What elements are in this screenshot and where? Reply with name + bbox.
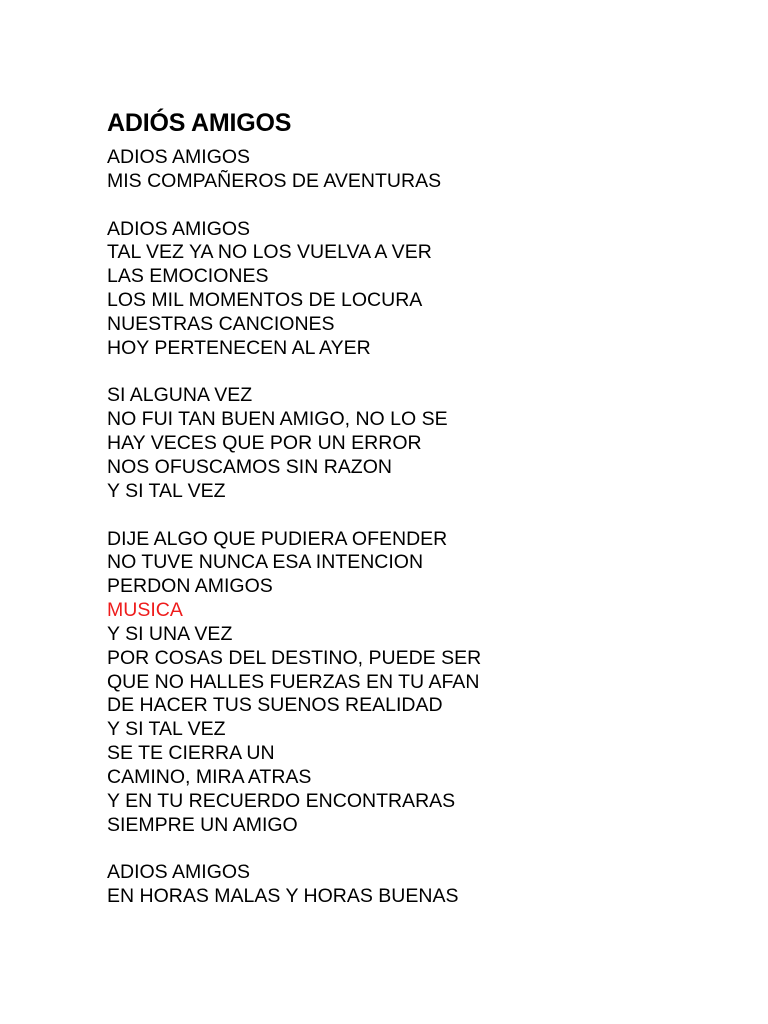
song-title: ADIÓS AMIGOS xyxy=(107,109,292,137)
lyric-line: NOS OFUSCAMOS SIN RAZON xyxy=(107,455,392,478)
stanza-break xyxy=(107,194,481,218)
stanza-break xyxy=(107,361,481,385)
lyric-line: HOY PERTENECEN AL AYER xyxy=(107,336,371,359)
lyric-line: HAY VECES QUE POR UN ERROR xyxy=(107,432,422,455)
lyric-line: NO FUI TAN BUEN AMIGO, NO LO SE xyxy=(107,408,448,431)
lyric-line: ADIOS AMIGOS xyxy=(107,146,251,168)
lyric-line: DE HACER TUS SUENOS REALIDAD xyxy=(107,694,443,717)
lyric-line: Y SI UNA VEZ xyxy=(107,622,233,645)
lyric-line: CAMINO, MIRA ATRAS xyxy=(107,765,312,788)
lyrics-body xyxy=(107,146,481,909)
stanza-break xyxy=(107,504,481,528)
lyric-line: LOS MIL MOMENTOS DE LOCURA xyxy=(107,289,423,312)
lyric-section-marker: MUSICA xyxy=(107,599,183,622)
lyric-line: LAS EMOCIONES xyxy=(107,265,269,288)
lyric-line: NUESTRAS CANCIONES xyxy=(107,312,335,335)
lyric-line: NO TUVE NUNCA ESA INTENCION xyxy=(107,551,424,574)
lyric-line: DIJE ALGO QUE PUDIERA OFENDER xyxy=(107,527,448,550)
lyric-line: SIEMPRE UN AMIGO xyxy=(107,813,298,836)
lyric-line: Y SI TAL VEZ xyxy=(107,718,226,741)
lyric-line: SI ALGUNA VEZ xyxy=(107,384,253,407)
lyric-line: QUE NO HALLES FUERZAS EN TU AFAN xyxy=(107,670,480,693)
stanza-break xyxy=(107,837,481,861)
lyric-line: ADIOS AMIGOS xyxy=(107,217,251,240)
lyric-line: EN HORAS MALAS Y HORAS BUENAS xyxy=(107,885,459,908)
lyric-line: PERDON AMIGOS xyxy=(107,575,273,598)
lyric-line: MIS COMPAÑEROS DE AVENTURAS xyxy=(107,169,442,192)
lyric-line: POR COSAS DEL DESTINO, PUEDE SER xyxy=(107,646,482,669)
lyric-line: TAL VEZ YA NO LOS VUELVA A VER xyxy=(107,241,432,264)
lyric-line: Y EN TU RECUERDO ENCONTRARAS xyxy=(107,789,456,812)
lyric-line: Y SI TAL VEZ xyxy=(107,479,226,502)
lyric-line: ADIOS AMIGOS xyxy=(107,861,251,884)
lyric-line: SE TE CIERRA UN xyxy=(107,742,275,765)
